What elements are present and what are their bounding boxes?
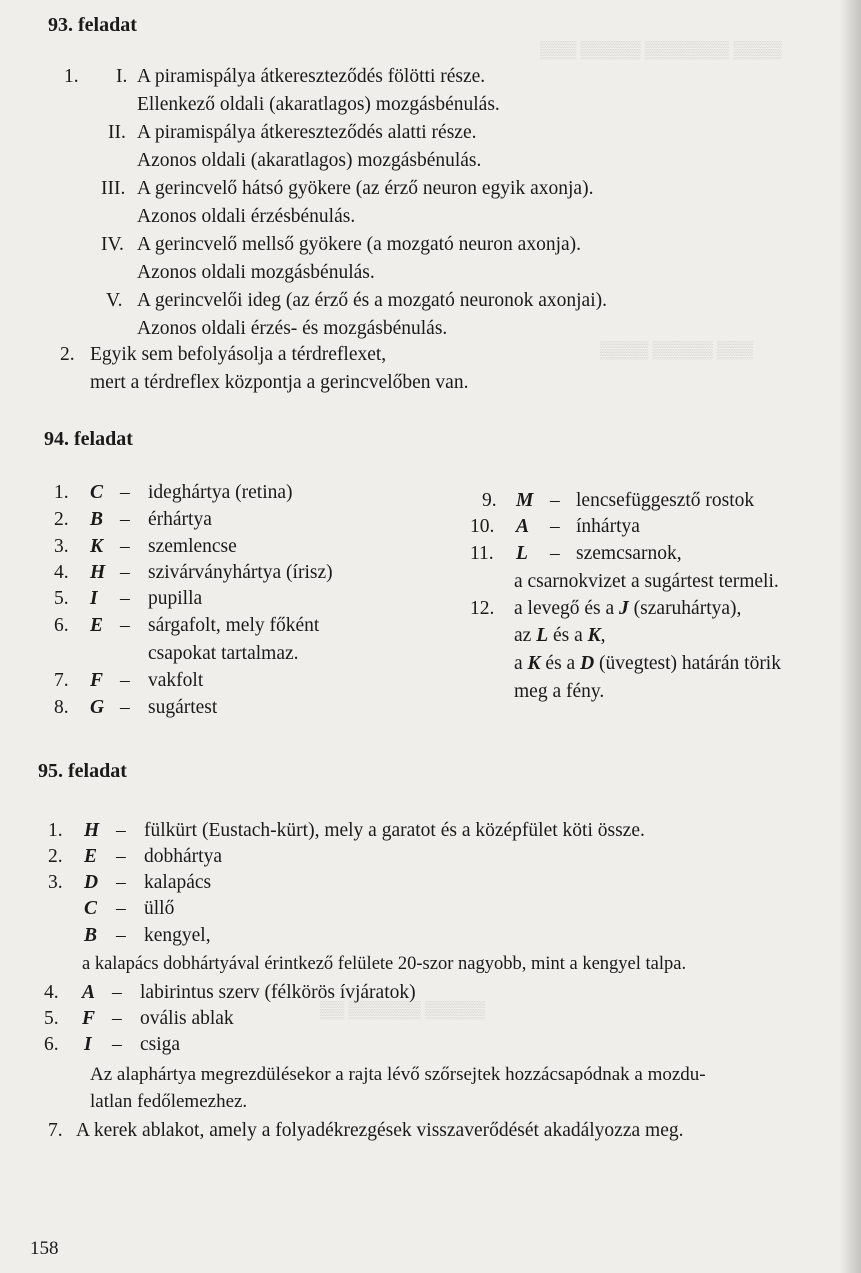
item-text: fülkürt (Eustach-kürt), mely a garatot és a középfület köti össze. bbox=[144, 820, 645, 841]
item-number: 7. bbox=[54, 670, 69, 691]
answer-letter: E bbox=[90, 615, 104, 636]
note-text: latlan fedőlemezhez. bbox=[90, 1091, 248, 1112]
item-number: 6. bbox=[54, 615, 69, 636]
answer-letter: K bbox=[527, 653, 541, 674]
item-text: a bbox=[514, 653, 523, 674]
answer-letter: F bbox=[90, 670, 104, 691]
item-number: 9. bbox=[482, 490, 497, 511]
answer-letter: F bbox=[82, 1008, 96, 1029]
answer-letter: A bbox=[516, 516, 530, 537]
section-title-95: 95. feladat bbox=[38, 760, 127, 782]
item-text: A gerincvelői ideg (az érző és a mozgató neuronok axonjai). bbox=[137, 290, 607, 311]
item-text: szemlencse bbox=[148, 536, 237, 557]
item-text: mert a térdreflex központja a gerincvelőben van. bbox=[90, 372, 469, 393]
item-text: (üvegtest) határán törik bbox=[599, 653, 781, 674]
item-text: ideghártya (retina) bbox=[148, 482, 293, 503]
item-text: vakfolt bbox=[148, 670, 204, 691]
item-text: Ellenkező oldali (akaratlagos) mozgásbénulás. bbox=[137, 94, 500, 115]
item-text: Azonos oldali érzés- és mozgásbénulás. bbox=[137, 318, 448, 339]
answer-letter: H bbox=[84, 820, 100, 841]
dash: – bbox=[120, 697, 130, 718]
answer-letter: L bbox=[536, 625, 549, 646]
roman-numeral: I. bbox=[116, 66, 128, 87]
dash: – bbox=[120, 509, 130, 530]
bleed-through-text: ▒▒▒ ▒▒▒▒▒ ▒▒▒▒▒▒▒ ▒▒▒▒ bbox=[540, 40, 782, 59]
bleed-through-text: ▒▒ ▒▒▒▒▒▒ ▒▒▒▒▒ bbox=[320, 1000, 486, 1019]
item-text: A piramispálya átkereszteződés fölötti része. bbox=[137, 66, 486, 87]
item-text: dobhártya bbox=[144, 846, 222, 867]
item-text: kengyel, bbox=[144, 925, 211, 946]
item-number: 1. bbox=[54, 482, 69, 503]
page-edge-shadow bbox=[839, 0, 861, 1273]
section-title-94: 94. feladat bbox=[44, 428, 133, 450]
item-number: 3. bbox=[48, 872, 63, 893]
item-text: (szaruhártya), bbox=[633, 598, 742, 619]
item-text: labirintus szerv (félkörös ívjáratok) bbox=[140, 982, 416, 1003]
item-text: A kerek ablakot, amely a folyadékrezgések visszaverődését akadályozza meg. bbox=[76, 1120, 684, 1141]
item-number: 10. bbox=[470, 516, 495, 537]
answer-letter: G bbox=[90, 697, 105, 718]
dash: – bbox=[116, 846, 126, 867]
item-12-line1 bbox=[514, 598, 741, 620]
answer-letter: H bbox=[90, 562, 106, 583]
item-text: Azonos oldali mozgásbénulás. bbox=[137, 262, 375, 283]
dash: – bbox=[120, 670, 130, 691]
answer-letter: B bbox=[84, 925, 98, 946]
item-text: meg a fény. bbox=[514, 681, 605, 702]
dash: – bbox=[120, 588, 130, 609]
answer-letter: A bbox=[82, 982, 96, 1003]
item-number: 8. bbox=[54, 697, 69, 718]
dash: – bbox=[550, 490, 560, 511]
dash: – bbox=[116, 872, 126, 893]
answer-letter: I bbox=[90, 588, 98, 609]
dash: – bbox=[116, 820, 126, 841]
roman-numeral: IV. bbox=[101, 234, 124, 255]
bleed-through-text: ▒▒▒▒ ▒▒▒▒▒ ▒▒▒ bbox=[600, 340, 754, 359]
item-number: 7. bbox=[48, 1120, 63, 1141]
item-text: Azonos oldali érzésbénulás. bbox=[137, 206, 356, 227]
item-text: érhártya bbox=[148, 509, 212, 530]
dash: – bbox=[116, 898, 126, 919]
item-number: 1. bbox=[48, 820, 63, 841]
page-number: 158 bbox=[30, 1238, 59, 1259]
roman-numeral: II. bbox=[108, 122, 126, 143]
dash: – bbox=[120, 536, 130, 557]
item-text: ovális ablak bbox=[140, 1008, 234, 1029]
answer-letter: I bbox=[84, 1034, 92, 1055]
item-12-line3 bbox=[514, 653, 781, 675]
answer-letter: K bbox=[90, 536, 104, 557]
item-number: 6. bbox=[44, 1034, 59, 1055]
item-text: Egyik sem befolyásolja a térdreflexet, bbox=[90, 344, 387, 365]
dash: – bbox=[112, 982, 122, 1003]
item-text: lencsefüggesztő rostok bbox=[576, 490, 755, 511]
item-text: Azonos oldali (akaratlagos) mozgásbénulás. bbox=[137, 150, 482, 171]
dash: – bbox=[120, 562, 130, 583]
item-number: 1. bbox=[64, 66, 79, 87]
item-text: és a bbox=[545, 653, 576, 674]
item-number: 5. bbox=[54, 588, 69, 609]
item-number: 2. bbox=[48, 846, 63, 867]
answer-letter: C bbox=[90, 482, 104, 503]
item-number: 3. bbox=[54, 536, 69, 557]
dash: – bbox=[550, 516, 560, 537]
roman-numeral: III. bbox=[101, 178, 126, 199]
answer-letter: L bbox=[516, 543, 528, 564]
dash: – bbox=[116, 925, 126, 946]
item-text: és a bbox=[552, 625, 583, 646]
dash: – bbox=[550, 543, 560, 564]
dash: – bbox=[112, 1034, 122, 1055]
note-text: Az alaphártya megrezdülésekor a rajta lévő szőrsejtek hozzácsapódnak a mozdu- bbox=[90, 1064, 706, 1085]
item-number: 12. bbox=[470, 598, 495, 619]
item-text: szemcsarnok, bbox=[576, 543, 682, 564]
item-text: A gerincvelő mellső gyökere (a mozgató neuron axonja). bbox=[137, 234, 582, 255]
answer-letter: D bbox=[84, 872, 99, 893]
item-12-line2 bbox=[514, 625, 606, 647]
answer-letter: C bbox=[84, 898, 98, 919]
dash: – bbox=[120, 482, 130, 503]
item-text: a levegő és a bbox=[514, 598, 615, 619]
dash: – bbox=[112, 1008, 122, 1029]
answer-letter: J bbox=[619, 598, 629, 619]
item-text: a kalapács dobhártyával érintkező felülete 20-szor nagyobb, mint a kengyel talpa. bbox=[82, 954, 687, 974]
item-text: szivárványhártya (írisz) bbox=[148, 562, 333, 583]
answer-letter: K bbox=[587, 625, 601, 646]
item-number: 2. bbox=[54, 509, 69, 530]
answer-letter: M bbox=[516, 490, 534, 511]
item-text: az bbox=[514, 625, 532, 646]
answer-letter: E bbox=[84, 846, 98, 867]
item-number: 4. bbox=[54, 562, 69, 583]
item-text: csiga bbox=[140, 1034, 181, 1055]
dash: – bbox=[120, 615, 130, 636]
answer-letter: B bbox=[90, 509, 104, 530]
item-text: ínhártya bbox=[576, 516, 640, 537]
item-text: üllő bbox=[144, 898, 175, 919]
answer-letter: D bbox=[580, 653, 595, 674]
item-text: sugártest bbox=[148, 697, 218, 718]
item-text: A gerincvelő hátsó gyökere (az érző neuron egyik axonja). bbox=[137, 178, 594, 199]
roman-numeral: V. bbox=[106, 290, 123, 311]
item-text: pupilla bbox=[148, 588, 203, 609]
item-number: 11. bbox=[470, 543, 494, 564]
item-number: 2. bbox=[60, 344, 75, 365]
item-number: 5. bbox=[44, 1008, 59, 1029]
item-text: , bbox=[600, 625, 606, 646]
item-text: csapokat tartalmaz. bbox=[148, 643, 299, 664]
item-number: 4. bbox=[44, 982, 59, 1003]
item-text: A piramispálya átkereszteződés alatti része. bbox=[137, 122, 477, 143]
item-text: sárgafolt, mely főként bbox=[148, 615, 320, 636]
item-text: a csarnokvizet a sugártest termeli. bbox=[514, 571, 779, 592]
section-title-93: 93. feladat bbox=[48, 14, 137, 36]
item-text: kalapács bbox=[144, 872, 212, 893]
